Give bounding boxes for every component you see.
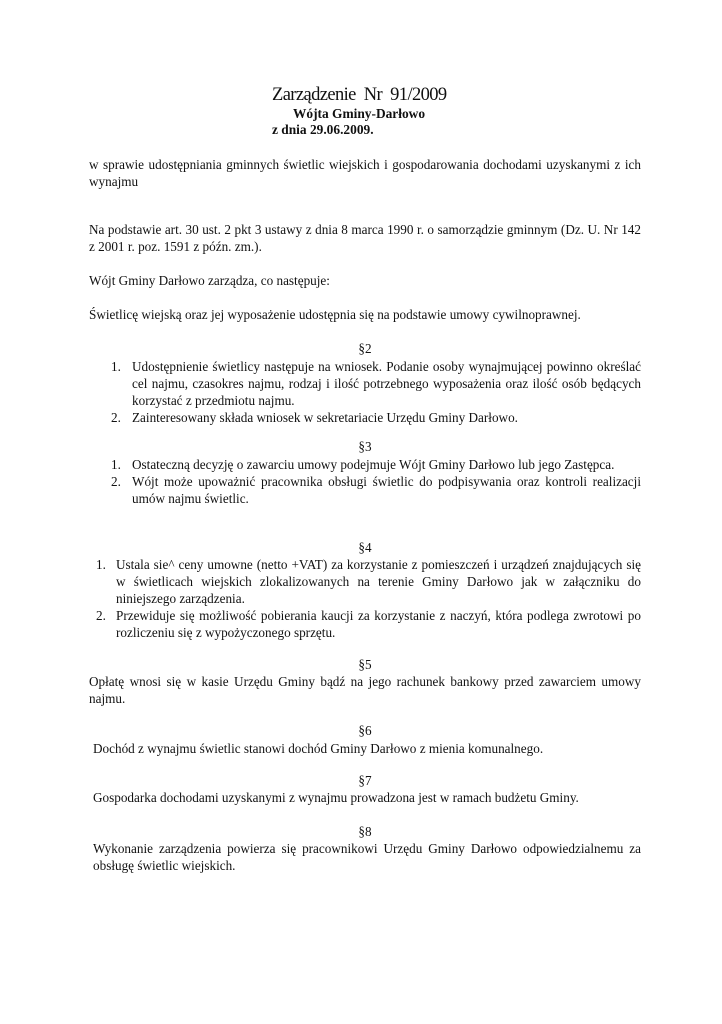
section-8-text: Wykonanie zarządzenia powierza się pracownikowi Urzędu Gminy Darłowo odpowiedzialnemu za obsługę świetlic wiejskich. xyxy=(93,841,641,873)
list-item-number: 1. xyxy=(111,359,121,374)
subject-paragraph: w sprawie udostępniania gminnych świetlic wiejskich i gospodarowania dochodami uzyskanymi z ich wynajmu xyxy=(89,157,641,189)
ordering-clause: Wójt Gminy Darłowo zarządza, co następuje: xyxy=(89,273,330,288)
list-item xyxy=(111,358,641,409)
list-item-text: Zainteresowany składa wniosek w sekretariacie Urzędu Gminy Darłowo. xyxy=(132,410,518,425)
section-4-list xyxy=(96,556,641,641)
section-3-list xyxy=(111,456,641,507)
document-title: Zarządzenie Nr 91/2009 xyxy=(272,85,447,105)
section-4-heading: §4 xyxy=(358,540,372,555)
list-item-number: 2. xyxy=(111,410,121,425)
document-issuer: Wójta Gminy-Darłowo xyxy=(293,106,426,121)
section-6-text: Dochód z wynajmu świetlic stanowi dochód Gminy Darłowo z mienia komunalnego. xyxy=(93,741,544,756)
section-3-heading: §3 xyxy=(358,439,372,454)
list-item xyxy=(111,473,641,507)
list-item-text: Wójt może upoważnić pracownika obsługi świetlic do podpisywania oraz kontroli realizacji umów najmu świetlic. xyxy=(132,474,641,506)
legal-basis-paragraph: Na podstawie art. 30 ust. 2 pkt 3 ustawy z dnia 8 marca 1990 r. o samorządzie gminnym (Dz. U. Nr 142 z 2001 r. poz. 1591 z późn. zm.). xyxy=(89,222,641,254)
list-item-number: 1. xyxy=(96,557,106,572)
list-item-text: Przewiduje się możliwość pobierania kaucji za korzystanie z naczyń, która podlega zwrotowi po rozliczeniu się z wypożyczonego sprzętu. xyxy=(116,608,641,640)
list-item xyxy=(111,409,641,426)
section-2-heading: §2 xyxy=(358,341,372,356)
section-2-list xyxy=(111,358,641,426)
list-item-text: Ostateczną decyzję o zawarciu umowy podejmuje Wójt Gminy Darłowo lub jego Zastępca. xyxy=(132,457,615,472)
section-5-heading: §5 xyxy=(358,657,372,672)
section-6-heading: §6 xyxy=(358,723,372,738)
document-date: z dnia 29.06.2009. xyxy=(272,122,374,137)
section-8-heading: §8 xyxy=(358,824,372,839)
list-item-text: Ustala sie^ ceny umowne (netto +VAT) za korzystanie z pomieszczeń i urządzeń znajdujących się w świetlicach wiejskich zlokalizowanych na terenie Gminy Darłowo jak w załączniku do niniejszego zarządzenia. xyxy=(116,557,641,606)
list-item-number: 2. xyxy=(111,474,121,489)
list-item-number: 1. xyxy=(111,457,121,472)
list-item-text: Udostępnienie świetlicy następuje na wniosek. Podanie osoby wynajmującej powinno określać cel najmu, czasokres najmu, rodzaj i ilość potrzebnego wyposażenia oraz ilość osób będących korzystać z przedmiotu najmu. xyxy=(132,359,641,408)
list-item xyxy=(96,556,641,607)
list-item xyxy=(111,456,641,473)
section-7-text: Gospodarka dochodami uzyskanymi z wynajmu prowadzona jest w ramach budżetu Gminy. xyxy=(93,790,579,805)
section-5-text: Opłatę wnosi się w kasie Urzędu Gminy bądź na jego rachunek bankowy przed zawarciem umowy najmu. xyxy=(89,674,641,706)
list-item-number: 2. xyxy=(96,608,106,623)
list-item xyxy=(96,607,641,641)
section-7-heading: §7 xyxy=(358,773,372,788)
section-1-paragraph: Świetlicę wiejską oraz jej wyposażenie udostępnia się na podstawie umowy cywilnoprawnej. xyxy=(89,307,581,322)
